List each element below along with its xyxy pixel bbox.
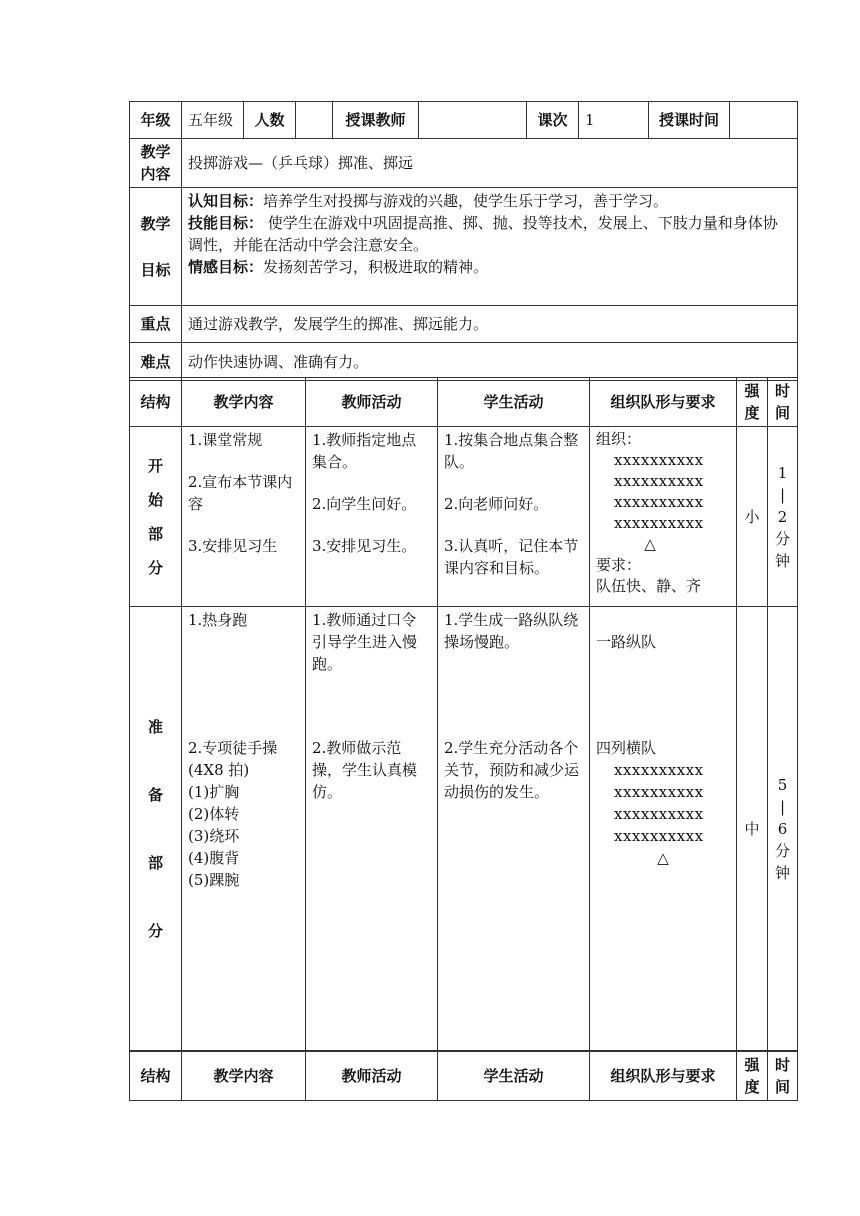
start-time-part: |	[779, 485, 786, 504]
column-organization: 组织队形与要求	[590, 1052, 737, 1101]
column-intensity-line-1: 强	[744, 382, 760, 400]
formation-row: xxxxxxxxxx	[614, 472, 704, 490]
goals-label	[130, 188, 182, 306]
column-teacher-activity: 教师活动	[306, 1052, 438, 1101]
prep-exercise-item: (1)扩胸	[188, 783, 240, 801]
prep-section-char-2: 备	[147, 785, 163, 804]
teacher-value	[419, 102, 527, 139]
column-intensity	[737, 1052, 768, 1101]
prep-student-activity	[438, 607, 590, 1051]
start-teacher-item-2: 2.向学生问好。	[312, 495, 417, 513]
column-time	[768, 378, 798, 427]
lesson-info-table	[129, 101, 798, 381]
column-intensity	[737, 378, 768, 427]
prep-time-part: 5	[777, 775, 788, 794]
lesson-time-value	[730, 102, 798, 139]
prep-time-part: 分	[774, 841, 790, 860]
lesson-time-label: 授课时间	[649, 102, 730, 139]
goals-label-line-1: 教学	[140, 214, 171, 233]
start-student-item-1: 1.按集合地点集合整队。	[444, 431, 579, 471]
prep-teacher-item-1: 1.教师通过口令引导学生进入慢跑。	[312, 611, 418, 673]
grade-label: 年级	[130, 102, 182, 139]
start-content-item-1: 1.课堂常规	[188, 431, 263, 449]
start-section-label	[130, 427, 182, 607]
start-section-char-2: 始	[147, 490, 163, 509]
teacher-label: 授课教师	[333, 102, 419, 139]
prep-time-part: |	[779, 797, 786, 816]
column-time-line-1: 时	[774, 382, 790, 400]
skill-goal-label: 技能目标：	[188, 214, 264, 232]
column-content: 教学内容	[182, 378, 306, 427]
difficulty-label: 难点	[130, 343, 182, 381]
lesson-structure-header-repeat	[129, 1051, 798, 1101]
teacher-position-icon: △	[644, 535, 656, 553]
start-req-label: 要求：	[596, 556, 642, 574]
prep-time	[768, 607, 798, 1051]
column-intensity-line-1: 强	[744, 1056, 760, 1074]
content-label-line-2: 内容	[140, 165, 171, 183]
column-time-line-1: 时	[774, 1056, 790, 1074]
formation-row: xxxxxxxxxx	[614, 451, 704, 469]
start-section-char-1: 开	[147, 456, 163, 475]
prep-content	[182, 607, 306, 1051]
column-teacher-activity: 教师活动	[306, 378, 438, 427]
column-student-activity: 学生活动	[438, 378, 590, 427]
emotion-goal-text: 发扬刻苦学习，积极进取的精神。	[263, 258, 489, 276]
grade-value: 五年级	[182, 102, 244, 139]
prep-exercise-item: (2)体转	[188, 805, 240, 823]
prep-teacher-activity	[306, 607, 438, 1051]
cognitive-goal-text: 培养学生对投掷与游戏的兴趣，使学生乐于学习，善于学习。	[263, 192, 669, 210]
lesson-number-label: 课次	[527, 102, 579, 139]
column-student-activity: 学生活动	[438, 1052, 590, 1101]
prep-student-item-2: 2.学生充分活动各个关节，预防和减少运动损伤的发生。	[444, 739, 580, 801]
formation-row: xxxxxxxxxx	[614, 493, 704, 511]
prep-exercise-item: (4)腹背	[188, 849, 240, 867]
goals-value	[182, 188, 798, 306]
key-point-label: 重点	[130, 306, 182, 343]
goals-label-line-2: 目标	[140, 260, 171, 279]
start-req-text: 队伍快、静、齐	[596, 577, 702, 595]
content-label	[130, 139, 182, 188]
lesson-number-value: 1	[579, 102, 649, 139]
start-teacher-activity	[306, 427, 438, 607]
content-label-line-1: 教学	[140, 143, 171, 161]
start-formation	[596, 450, 730, 534]
prep-time-part: 6	[777, 819, 788, 838]
formation-row: xxxxxxxxxx	[614, 827, 704, 845]
start-organization	[590, 427, 737, 607]
start-content	[182, 427, 306, 607]
start-time	[768, 427, 798, 607]
prep-student-item-1: 1.学生成一路纵队绕操场慢跑。	[444, 611, 579, 651]
start-content-item-2: 2.宣布本节课内容	[188, 473, 293, 513]
start-intensity: 小	[737, 427, 768, 607]
column-content: 教学内容	[182, 1052, 306, 1101]
count-label: 人数	[244, 102, 296, 139]
cognitive-goal	[188, 190, 791, 212]
prep-organization	[590, 607, 737, 1051]
prep-content-item-1: 1.热身跑	[188, 611, 248, 629]
start-student-item-2: 2.向老师问好。	[444, 495, 549, 513]
start-content-item-3: 3.安排见习生	[188, 537, 278, 555]
start-time-part: 钟	[774, 551, 790, 570]
formation-row: xxxxxxxxxx	[614, 805, 704, 823]
prep-section-label	[130, 607, 182, 1051]
prep-exercise-item: (5)踝腕	[188, 871, 240, 889]
start-time-part: 分	[774, 529, 790, 548]
cognitive-goal-label: 认知目标：	[188, 192, 264, 210]
start-student-activity	[438, 427, 590, 607]
column-time-line-2: 间	[774, 1078, 790, 1096]
start-time-part: 2	[777, 507, 788, 526]
prep-formation	[596, 759, 730, 847]
start-time-part: 1	[777, 463, 788, 482]
start-org-label: 组织：	[596, 430, 642, 448]
column-time	[768, 1052, 798, 1101]
prep-time-part: 钟	[774, 863, 790, 882]
start-section-char-3: 部	[147, 524, 163, 543]
column-intensity-line-2: 度	[744, 1078, 760, 1096]
prep-section-char-4: 分	[147, 921, 163, 940]
formation-row: xxxxxxxxxx	[614, 514, 704, 532]
column-organization: 组织队形与要求	[590, 378, 737, 427]
prep-content-item-2: 2.专项徒手操(4X8 拍)	[188, 739, 278, 779]
prep-exercise-item: (3)绕环	[188, 827, 240, 845]
column-structure: 结构	[130, 1052, 182, 1101]
column-time-line-2: 间	[774, 404, 790, 422]
prep-teacher-item-2: 2.教师做示范操，学生认真模仿。	[312, 739, 418, 801]
start-section-char-4: 分	[147, 558, 163, 577]
prep-section-char-3: 部	[147, 853, 163, 872]
start-teacher-item-3: 3.安排见习生。	[312, 537, 417, 555]
lesson-structure-table	[129, 377, 798, 1051]
count-value	[296, 102, 333, 139]
skill-goal	[188, 212, 791, 256]
column-structure: 结构	[130, 378, 182, 427]
formation-row: xxxxxxxxxx	[614, 783, 704, 801]
column-intensity-line-2: 度	[744, 404, 760, 422]
emotion-goal	[188, 256, 791, 278]
prep-section-char-1: 准	[147, 717, 163, 736]
difficulty-value: 动作快速协调、准确有力。	[182, 343, 798, 381]
start-teacher-item-1: 1.教师指定地点集合。	[312, 431, 417, 471]
prep-org-column-formation: 一路纵队	[596, 633, 657, 651]
emotion-goal-label: 情感目标：	[188, 258, 264, 276]
start-student-item-3: 3.认真听，记住本节课内容和目标。	[444, 537, 579, 577]
key-point-value: 通过游戏教学，发展学生的掷准、掷远能力。	[182, 306, 798, 343]
teacher-position-icon: △	[657, 849, 669, 867]
content-value: 投掷游戏—（乒乓球）掷准、掷远	[182, 139, 798, 188]
prep-org-row-formation: 四列横队	[596, 739, 657, 757]
formation-row: xxxxxxxxxx	[614, 761, 704, 779]
prep-intensity: 中	[737, 607, 768, 1051]
skill-goal-text: 使学生在游戏中巩固提高推、掷、抛、投等技术，发展上、下肢力量和身体协调性，并能在活动中学会注意安全。	[188, 214, 778, 254]
